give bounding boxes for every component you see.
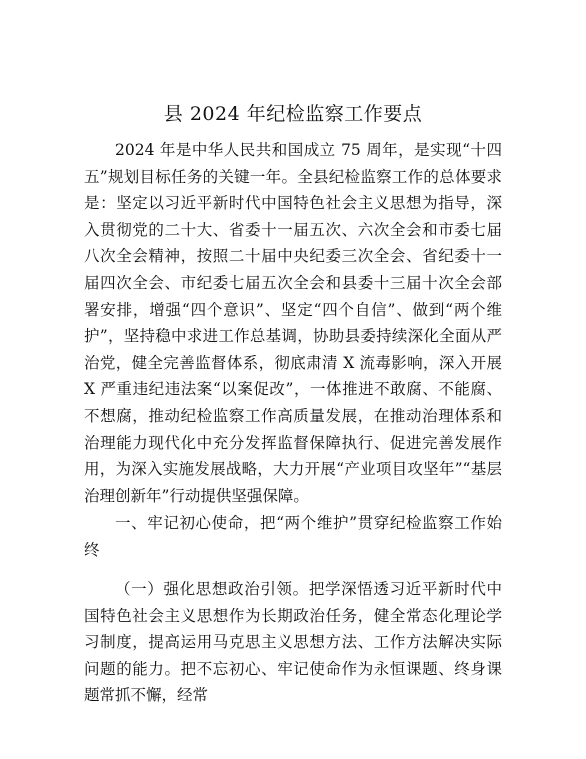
document-title: 县 2024 年纪检监察工作要点 <box>163 103 423 125</box>
section-paragraph: （一）强化思想政治引领。把学深悟透习近平新时代中国特色社会主义思想作为长期政治任务，健全常态化理论学习制度，提高运用马克思主义思想方法、工作方法解决实际问题的能力。把不忘初心、牢记使命作为永恒课题、终身课题常抓不懈，经常 <box>84 580 502 705</box>
intro-paragraph: 2024 年是中华人民共和国成立 75 周年，是实现“十四五”规划目标任务的关键一年。全县纪检监察工作的总体要求是：坚定以习近平新时代中国特色社会主义思想为指导，深入贯彻党的二十大、省委十一届五次、六次全会和市委七届八次全会精神，按照二十届中央纪委三次全会、省纪委十一届四次全会、市纪委七届五次全会和县委十三届十次全会部署安排，增强“四个意识”、坚定“四个自信”、做到“两个维护”，坚持稳中求进工作总基调，协助县委持续深化全面从严治党，健全完善监督体系，彻底肃清 X 流毒影响，深入开展 X 严重违纪违法案“以案促改”，一体推进不敢腐、不能腐、不想腐，推动纪检监察工作高质量发展，在推动治理体系和治理能力现代化中充分发挥监督保障执行、促进完善发展作用，为深入实施发展战略，大力开展“产业项目攻坚年”“基层治理创新年”行动提供坚强保障。 <box>84 141 502 505</box>
section-heading: 一、牢记初心使命，把“两个维护”贯穿纪检监察工作始终 <box>84 514 502 559</box>
